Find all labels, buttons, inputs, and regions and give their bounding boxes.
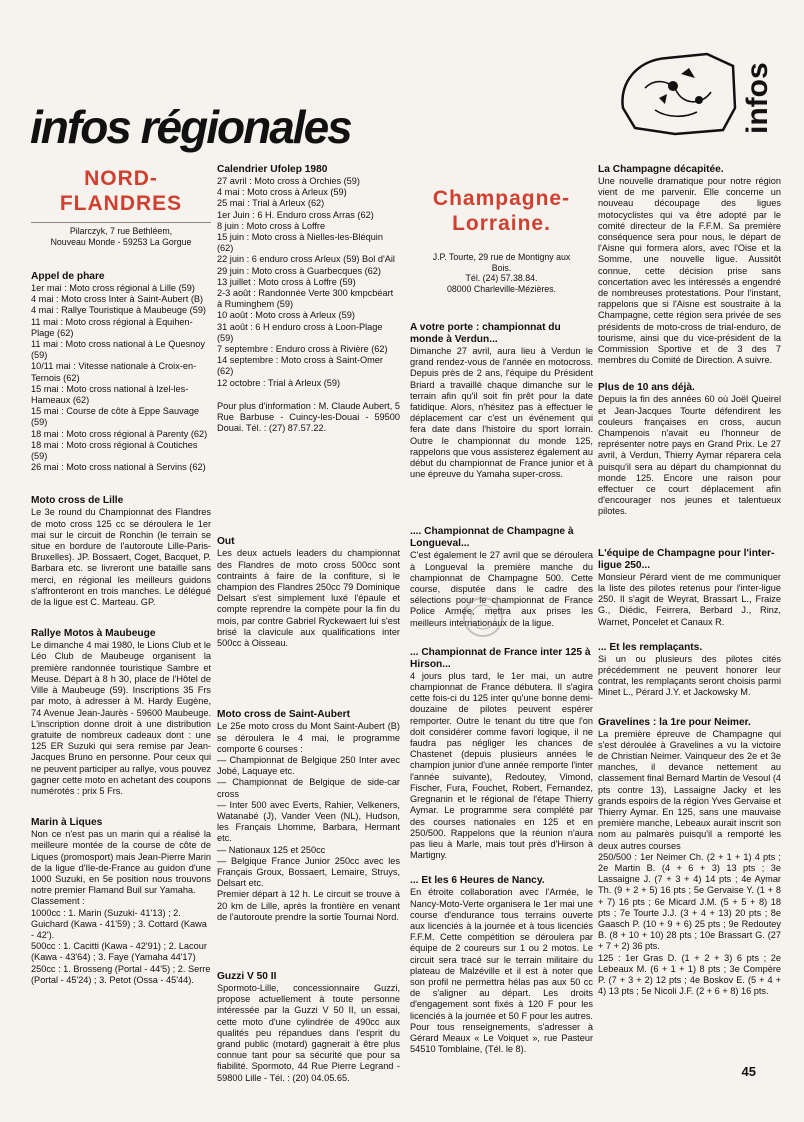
calendar-entry: 11 mai : Moto cross national à Le Quesnoy (59) — [31, 339, 205, 361]
article-body: Les deux actuels leaders du championnat des Flandres de moto cross 500cc sont contraints à faire de la confiture, si le champion des Flandres 250cc 79 Dominique Delsart s'est simplement luxé l'épaule et compte reprendre la compète pour la fin du mois, par contre Gabriel Ryckewaert lui s'est brisé la clavicule aux qualifications inter 500cc à Oisseau. — [217, 548, 400, 649]
calendar-entry: 8 juin : Moto cross à Loffre — [217, 220, 326, 231]
article-gravelines — [598, 717, 781, 998]
calendar-entry: 14 septembre : Moto cross à Saint-Omer (62) — [217, 355, 383, 377]
nord-address-line2: Nouveau Monde - 59253 La Gorgue — [50, 236, 192, 247]
page-number: 45 — [741, 1064, 756, 1079]
champagne-address-line1: J.P. Tourte, 29 rue de Montigny aux — [432, 252, 571, 262]
calendar-entry: 4 mai : Moto cross à Arleux (59) — [217, 187, 347, 198]
article-body: La première épreuve de Champagne qui s'est déroulée à Gravelines a vu la victoire de Christian Neimer. Vainqueur des 2e et 3e manches, il devance nettement au classement final Bernard Martin de Vesoul (4 pts contre 13), Lassaigne Jacky et les grands espoirs de la région Yves Gervaise et Thierry Aymar. En 125, sans une mauvaise première manche, Lebeaux aurait inscrit son nom au palmarès puisqu'il a remporté les deux autres courses — [598, 728, 781, 851]
nord-address-line1: Pilarczyk, 7 rue Bethléem, — [31, 222, 211, 237]
calendar-entry: 4 mai : Rallye Touristique à Maubeuge (59) — [31, 305, 206, 316]
article-title: Gravelines : la 1re pour Neimer. — [598, 716, 751, 728]
calendar-entry: 12 octobre : Trial à Arleux (59) — [217, 377, 341, 388]
ufolep-contact-info: Pour plus d'information : M. Claude Aubert, 5 Rue Barbuse - Cuincy-les-Douai - 59500 Douai. Tél. : (27) 87.57.22. — [217, 400, 400, 434]
article-body-continued: Premier départ à 12 h. Le circuit se trouve à 20 km de Lille, après la frontière en venant de l'autoroute prendre la sortie Tournai Nord. — [217, 889, 400, 922]
result-line: 500cc : 1. Cacitti (Kawa - 42'91) ; 2. Lacour (Kawa - 43'64) ; 3. Faye (Yamaha 44'17) — [31, 941, 207, 963]
article-title: Marin à Liques — [31, 817, 103, 829]
article-title: ... Championnat de France inter 125 à Hirson... — [410, 646, 591, 670]
article-marin-liques — [31, 817, 211, 986]
calendar-entry: 26 mai : Moto cross national à Servins (62) — [31, 462, 206, 473]
calendar-entry: 11 mai : Moto cross régional à Equihen-Plage (62) — [31, 316, 193, 338]
article-verdun — [410, 322, 593, 480]
calendar-entry: 25 mai : Trial à Arleux (62) — [217, 198, 325, 209]
stamp-watermark — [455, 594, 511, 640]
article-body: Depuis la fin des années 60 où Joël Queirel et Jean-Jacques Tourte défendirent les couleurs françaises en cross, aucun Champenois n'avait eu l'honneur de représenter notre pays en Grand Prix. Le 27 avril, à Verdun, Thierry Aymar réparera cela puisqu'il sera au départ du championnat du monde 125. Encore une raison pour effectuer ce court déplacement afin d'encourager nos jeunes et talentueux pilotes. — [598, 394, 781, 517]
calendar-entry: 27 avril : Moto cross à Orchies (59) — [217, 176, 360, 186]
article-title: Rallye Motos à Maubeuge — [31, 628, 156, 640]
column-4 — [598, 164, 781, 997]
article-title: Calendrier Ufolep 1980 — [217, 164, 328, 175]
calendar-entry: 22 juin : 6 enduro cross Arleux (59) Bol d'Ail — [217, 254, 395, 265]
article-champagne-decapitee — [598, 164, 781, 366]
champagne-lorraine-header — [410, 176, 593, 242]
article-body: Non ce n'est pas un marin qui a réalisé la meilleure montée de la course de côte de Liques (promosport) mais Jean-Pierre Marin de la ligue d'Ile-de-France au guidon d'une 1000 Suzuki, en 5e position nous trouvons notre premier Flamand Buil sur Yamaha. — [31, 829, 211, 896]
article-nancy — [410, 875, 593, 1055]
article-title: L'équipe de Champagne pour l'inter-ligue 250... — [598, 547, 775, 571]
article-moto-cross-lille — [31, 495, 211, 608]
article-remplacants — [598, 642, 781, 699]
result-line: Classement : — [31, 896, 85, 907]
article-body: 4 jours plus tard, le 1er mai, un autre championnat de France débutera. Il s'agira cette fois-ci du 125 inter qu'une bonne demi-douzaine de pilotes peuvent espérer remporter. Outre le tenant du titre que l'on doit considérer comme favori logique, il ne faudra pas négliger les chances de Chastenet (depuis plusieurs années le champion junior d'une année remporte l'inter l'année suivante), Redoutey, Vimond, Fischer, Fura, Fouchet, Robert, Fernandez, Gregnanin et le régional de l'étape Thierry Aymar. Le programme sera complété par des courses nationales en 125 et en 250/500. Rappelons que la réunion n'aura pas lieu à Marle, mais tout près d'Hirson à Martigny. — [410, 670, 593, 861]
article-body: Une nouvelle dramatique pour notre région vient de me parvenir. Elle concerne un nouveau découpage des ligues motocyclistes qui va être adopté par le comité directeur de la F.F.M. Sa première conséquence sera pour nous, le départ de l'Aisne qui formera alors, avec l'Oise et la Somme, une nouvelle ligue. Aussitôt connue, cette décision prise sans concertation avec les intéressés a engendré de nombreuses protestations. Pour l'instant, rappelons que si l'Aisne est soustraite à la Champagne, cette région sera privée de ses présidents de moto-cross de trial-enduro, de tourisme, ainsi que du vice-président de la Commission Sportive et de 3 des 7 membres du Comité de Direction. A suivre. — [598, 176, 781, 366]
calendar-entry: 13 juillet : Moto cross à Loffre (59) — [217, 276, 356, 287]
article-equipe-champagne — [598, 548, 781, 628]
calendar-entry: 7 septembre : Enduro cross à Rivière (62) — [217, 344, 388, 355]
calendar-entry: 2-3 août : Randonnée Verte 300 kmpcbéart à Ruminghem (59) — [217, 288, 394, 310]
article-body: Le 25e moto cross du Mont Saint-Aubert (B) se déroulera le 4 mai, le programme comporte 6 courses : — [217, 721, 400, 754]
region-name-champagne-line2: Lorraine. — [452, 212, 551, 235]
article-body: Le dimanche 4 mai 1980, le Lions Club et le Léo Club de Maubeuge organisent la première randonnée touristique Sambre et Meuse. Départ à 8 h 30, place de l'Hôtel de Ville à Maubeuge (59). Inscriptions 35 Frs par moto, à adresser à M. Hardy Eugène, 74 Avenue Jean-Jaurès - 59600 Maubeuge. L'inscription donne droit à une distribution gratuite de nombreux cadeaux dont : une 125 ER Suzuki qui sera remise par Jean-Jacques Bruno en personne. Pour ceux qui ne peuvent participer au rallye, vous pouvez gagner cette moto en achetant des coupons numérotés : prix 5 Frs. — [31, 640, 211, 796]
article-appel-de-phare — [31, 271, 211, 473]
calendar-entry: 10 août : Moto cross à Arleux (59) — [217, 310, 355, 321]
article-title: ... Et les remplaçants. — [598, 641, 703, 653]
calendar-entry: 18 mai : Moto cross régional à Parenty (62) — [31, 428, 208, 439]
calendar-entry: 31 août : 6 H enduro cross à Loon-Plage (59) — [217, 321, 383, 343]
article-body: Spormoto-Lille, concessionnaire Guzzi, propose actuellement à toute personne intéressée par la Guzzi V 50 II, un essai, cette moto d'une cylindrée de 490cc aux qualités peu répandues dans l'esprit du grand public (motard) gagnerait à être plus connue tant pour sa sécurité que pour sa fiabilité. Spormoto, 44 Rue Pierre Legrand - 59800 Lille - Tél. : (20) 04.05.65. — [217, 982, 400, 1083]
race-entry: — Championnat de Belgique de side-car cross — [217, 777, 400, 799]
race-entry: — Belgique France Junior 250cc avec les Français Groux, Bossaert, Lemaire, Struys, Delsart etc. — [217, 855, 400, 889]
result-line: 250cc : 1. Brosseng (Portal - 44'5) ; 2. Serre (Portal - 45'24) ; 3. Petot (Ossa - 45'44). — [31, 963, 211, 985]
race-entry: — Nationaux 125 et 250cc — [217, 844, 326, 855]
article-title: A votre porte : championnat du monde à Verdun... — [410, 322, 561, 345]
champagne-address-line3: Tél. (24) 57.38.84. — [465, 273, 538, 283]
calendar-entry: 15 mai : Moto cross national à Izel-les-Hameaux (62) — [31, 383, 189, 406]
calendar-entry: 18 mai : Moto cross régional à Coutiches (59) — [31, 439, 198, 462]
region-name-champagne-line1: Champagne- — [432, 187, 571, 210]
calendar-entry: 10/11 mai : Vitesse nationale à Croix-en-Ternois (62) — [31, 361, 197, 383]
article-title: ... Et les 6 Heures de Nancy. — [410, 875, 545, 887]
article-title: Out — [217, 536, 235, 548]
article-title: Guzzi V 50 II — [217, 970, 277, 982]
infos-logo — [615, 48, 787, 140]
article-out — [217, 536, 400, 649]
article-body: C'est également le 27 avril que se déroulera à Longueval la première manche du championnat de Champagne 500. Cette course, disputée dans le cadre des sélections pour le championnat de France Police Armée, mettra aux prises les meilleurs internationaux de la ligue. — [410, 550, 593, 628]
article-title: .... Championnat de Champagne à Longueval... — [410, 526, 574, 550]
calendar-entry: 15 juin : Moto cross à Nielles-les-Bléquin (62) — [217, 232, 383, 254]
calendar-entry: 29 juin : Moto cross à Guarbecques (62) — [217, 265, 381, 276]
article-title: Appel de phare — [31, 271, 105, 282]
nord-flandres-header — [31, 160, 211, 251]
article-rallye-maubeuge — [31, 628, 211, 797]
article-body: Monsieur Pérard vient de me communiquer la liste des pilotes retenus pour l'inter-ligue 250. Il s'agit de Weyrat, Brassart L., Fraize G., Diédic, Feirrera, Berbard J., Rinz, Warnet, Poncelet et Canaux R. — [598, 571, 781, 627]
page-title: infos régionales — [30, 101, 351, 153]
article-title: Moto cross de Saint-Aubert — [217, 709, 351, 721]
article-title: La Champagne décapitée. — [598, 164, 724, 175]
region-name-nord-line2: FLANDRES — [59, 192, 183, 215]
region-name-nord-line1: NORD- — [84, 167, 158, 190]
article-dix-ans — [598, 382, 781, 517]
results-250-500: 250/500 : 1er Neimer Ch. (2 + 1 + 1) 4 pts ; 2e Martin B. (4 + 6 + 3) 13 pts ; 3e Lassaigne J. (7 + 3 + 4) 14 pts ; 4e Aymar Th. (9 + 2 + 5) 16 pts ; 5e Gervaise Y. (1 + 8 + 7) 16 pts ; 6e Micard J.M. (5 + 5 + 8) 18 pts ; 7e Tourte J.J. (3 + 4 + 13) 20 pts ; 8e Gaasch P. (10 + 9 + 6) 25 pts ; 9e Redoutey B. (8 + 10 + 10) 28 pts ; 10e Brassart G. (27 + 7 + 2) 36 pts. — [598, 851, 781, 952]
article-body: Le 3e round du Championnat des Flandres de moto cross 125 cc se déroulera le 1er mai sur le circuit de Ronchin (le terrain se situe en bordure de l'autoroute Lille-Paris-Bruxelles). JP. Bossaert, Coget, Bacquet, P. Barbara etc. se livreront une bataille sans merci, en régional les meilleurs guidons s'affronteront en trois manches. Le délégué de la ligue est C. Marteau. GP. — [31, 507, 211, 608]
article-body: Si un ou plusieurs des pilotes cités précédemment ne peuvent honorer leur contrat, les remplaçants seront choisis parmi Minet L., Pérard J.Y. et Jackowsky M. — [598, 653, 781, 698]
calendar-entry: 15 mai : Course de côte à Eppe Sauvage (59) — [31, 406, 200, 428]
column-1 — [31, 160, 211, 986]
article-title: Moto cross de Lille — [31, 495, 124, 507]
result-line: 1000cc : 1. Marin (Suzuki- 41'13) ; 2. Guichard (Kawa - 41'59) ; 3. Cottard (Kawa - 42'). — [31, 907, 207, 940]
champagne-address-line4: 08000 Charleville-Mézières. — [446, 283, 557, 294]
calendar-entry: 4 mai : Moto cross Inter à Saint-Aubert (B) — [31, 294, 204, 305]
article-title: Plus de 10 ans déjà. — [598, 382, 695, 394]
race-entry: — Championnat de Belgique 250 Inter avec Jobé, Laquaye etc. — [217, 754, 400, 777]
calendar-entry: 1er Juin : 6 H. Enduro cross Arras (62) — [217, 209, 374, 220]
champagne-address-line2: Bois. — [491, 262, 512, 273]
logo-text: infos — [741, 62, 774, 134]
article-calendrier-ufolep — [217, 164, 400, 434]
calendar-entry: 1er mai : Moto cross régional à Lille (59) — [31, 283, 195, 293]
race-entry: — Inter 500 avec Everts, Rahier, Velkeners, Watanabé (J), Vander Veen (NL), Hudson, les Français Lhomme, Barbara, Hermant etc. — [217, 799, 400, 844]
article-guzzi — [217, 971, 400, 1084]
column-2 — [217, 164, 400, 1084]
article-body: Dimanche 27 avril, aura lieu à Verdun le grand rendez-vous de l'année en motocross. Depuis près de 2 ans, l'équipe du Président Briard a travaillé chaque dimanche sur le terrain afin qu'il soit fin prêt pour la date fatidique. Alors, n'hésitez pas à effectuer le déplacement car c'est un événement qui fera date dans l'histoire du sport lorrain. Outre le championnat du monde 125, rappelons que vous assisterez également au début du championnat de France junior et à une épreuve du Yamaha super-cross. — [410, 346, 593, 480]
results-125: 125 : 1er Gras D. (1 + 2 + 3) 6 pts ; 2e Lebeaux M. (6 + 1 + 1) 8 pts ; 3e Compère P. (7 + 3 + 2) 12 pts ; 4e Boskov E. (5 + 4 + 4) 13 pts ; 5e Nicoli J.F. (2 + 6 + 8) 16 pts. — [598, 952, 781, 997]
article-saint-aubert — [217, 709, 400, 923]
article-body: En étroite collaboration avec l'Armée, le Nancy-Moto-Verte organisera le 1er mai une course d'endurance tous terrains ouverte aux licenciés à la journée et à tous licenciés F.F.M. Cette compétition se déroulera par équipe de 2 coureurs sur 1 ou 2 motos. Le circuit sera tracé sur le terrain militaire du plateau de Malzéville et il est à noter que son profil ne permettra hélas pas aux 50 cc de s'aligner au départ. Les droits d'engagement sont fixés à 120 F pour les licenciés à la journée et 50 F pour les autres. Pour tous renseignements, s'adresser à Gérard Meaux « Le Voiquet », rue Pasteur 54510 Tomblaine, (Tél. le 8). — [410, 887, 593, 1055]
article-hirson — [410, 647, 593, 861]
